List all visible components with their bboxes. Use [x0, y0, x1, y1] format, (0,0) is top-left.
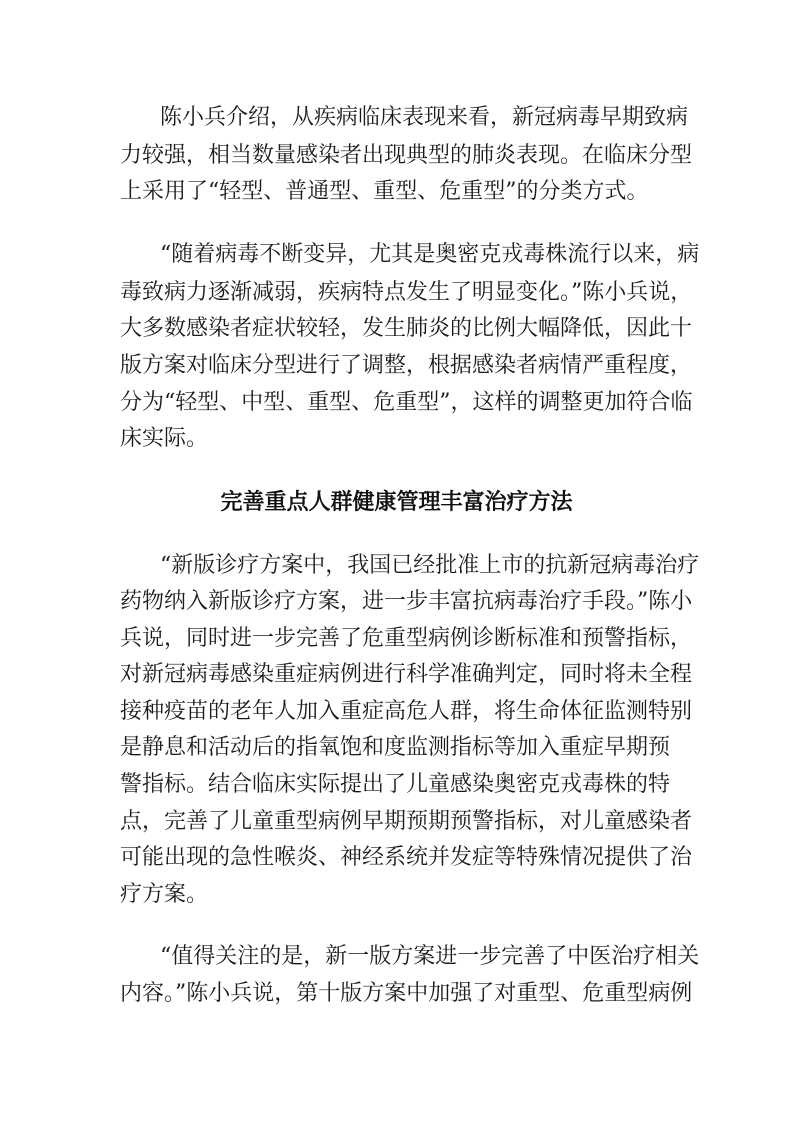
paragraph-2-line-3: 大多数感染者症状较轻，发生肺炎的比例大幅降低，因此十 [120, 316, 693, 341]
paragraph-3-line-7: 警指标。结合临床实际提出了儿童感染奥密克戎毒株的特 [120, 772, 671, 797]
paragraph-2-line-4: 版方案对临床分型进行了调整，根据感染者病情严重程度， [120, 353, 693, 378]
paragraph-2-line-1: “随着病毒不断变异，尤其是奥密克戎毒株流行以来，病 [160, 242, 700, 267]
paragraph-2-line-5: 分为“轻型、中型、重型、危重型”，这样的调整更加符合临 [120, 390, 693, 415]
paragraph-3-line-9: 可能出现的急性喉炎、神经系统并发症等特殊情况提供了治 [120, 845, 693, 870]
paragraph-3-line-2: 药物纳入新版诊疗方案，进一步丰富抗病毒治疗手段。”陈小 [120, 589, 693, 614]
paragraph-3-line-1: “新版诊疗方案中，我国已经批准上市的抗新冠病毒治疗 [160, 553, 700, 578]
paragraph-3-line-10: 疗方案。 [120, 882, 209, 907]
paragraph-3-line-4: 对新冠病毒感染重症病例进行科学准确判定，同时将未全程 [120, 662, 693, 687]
section-heading: 完善重点人群健康管理丰富治疗方法 [220, 490, 573, 515]
paragraph-1-line-2: 力较强，相当数量感染者出现典型的肺炎表现。在临床分型 [120, 143, 693, 168]
paragraph-3-line-6: 是静息和活动后的指氧饱和度监测指标等加入重症早期预 [120, 735, 671, 760]
paragraph-4-line-2: 内容。”陈小兵说，第十版方案中加强了对重型、危重型病例 [120, 981, 693, 1006]
paragraph-1-line-3: 上采用了“轻型、普通型、重型、危重型”的分类方式。 [120, 179, 649, 204]
paragraph-1-line-1: 陈小兵介绍，从疾病临床表现来看，新冠病毒早期致病 [160, 105, 689, 130]
paragraph-2-line-2: 毒致病力逐渐减弱，疾病特点发生了明显变化。”陈小兵说， [120, 280, 693, 305]
paragraph-3-line-5: 接种疫苗的老年人加入重症高危人群，将生命体征监测特别 [120, 699, 693, 724]
paragraph-2-line-6: 床实际。 [120, 426, 209, 451]
paragraph-3-line-8: 点，完善了儿童重型病例早期预期预警指标，对儿童感染者 [120, 809, 693, 834]
paragraph-3-line-3: 兵说，同时进一步完善了危重型病例诊断标准和预警指标， [120, 626, 693, 651]
paragraph-4-line-1: “值得关注的是，新一版方案进一步完善了中医治疗相关 [160, 944, 700, 969]
